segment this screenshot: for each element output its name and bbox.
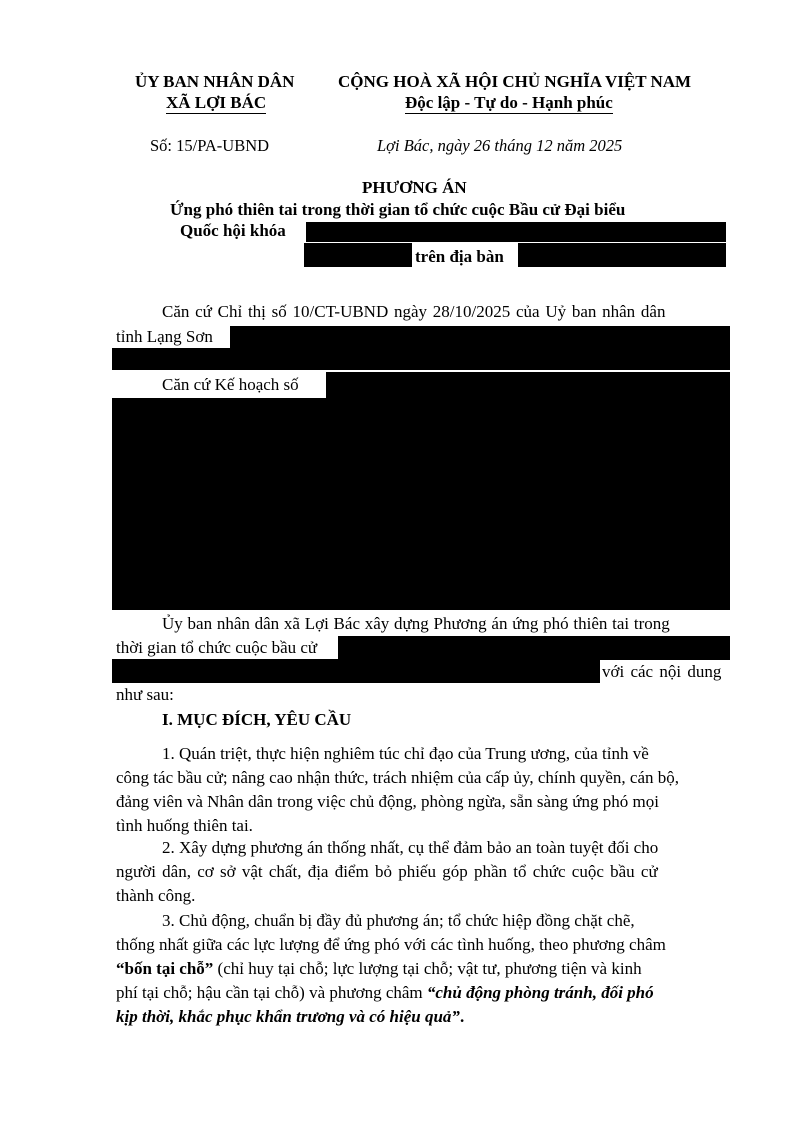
- redaction-block: [112, 398, 730, 610]
- purpose-item-2-line3: thành công.: [116, 886, 196, 905]
- redaction-block: [112, 348, 730, 370]
- four-on-site-detail: (chỉ huy tại chỗ; lực lượng tại chỗ; vật tư, phương tiện và kinh: [213, 959, 642, 978]
- purpose-item-3-line2: thống nhất giữa các lực lượng để ứng phó với các tình huống, theo phương châm: [116, 935, 666, 954]
- doc-type: PHƯƠNG ÁN: [362, 178, 467, 197]
- intro-paragraph-cont3: như sau:: [116, 685, 174, 704]
- purpose-item-1-line2: công tác bầu cử; nâng cao nhận thức, trách nhiệm của cấp ủy, chính quyền, cán bộ,: [116, 768, 680, 787]
- section-heading: I. MỤC ĐÍCH, YÊU CẦU: [162, 710, 352, 729]
- purpose-item-3-line3: [116, 957, 642, 981]
- proactive-motto-part2: kịp thời, khắc phục khẩn trương và có hiệu quả”: [116, 1007, 460, 1026]
- purpose-item-2-line2: người dân, cơ sở vật chất, địa điểm bỏ phiếu góp phần tổ chức cuộc bầu cử: [116, 862, 658, 881]
- basis-paragraph-1-cont: tỉnh Lạng Sơn: [116, 327, 213, 346]
- intro-paragraph-cont2: với các nội dung: [602, 662, 722, 681]
- national-motto: Độc lập - Tự do - Hạnh phúc: [405, 93, 613, 112]
- motto-intro: phí tại chỗ; hậu cần tại chỗ) và phương châm: [116, 983, 427, 1002]
- doc-number: Số: 15/PA-UBND: [150, 136, 270, 155]
- redaction-block: [230, 326, 730, 348]
- purpose-item-3-line5: [116, 1005, 464, 1029]
- doc-subject-line1: Ứng phó thiên tai trong thời gian tổ chức cuộc Bầu cử Đại biểu: [170, 200, 626, 219]
- doc-subject-line2: Quốc hội khóa: [180, 221, 286, 240]
- commune-name: XÃ LỢI BÁC: [166, 93, 267, 112]
- intro-paragraph-cont: thời gian tổ chức cuộc bầu cử: [116, 638, 318, 657]
- redaction-block: [306, 222, 726, 242]
- proactive-motto-part1: “chủ động phòng tránh, đối phó: [426, 983, 654, 1002]
- basis-paragraph-1: Căn cứ Chỉ thị số 10/CT-UBND ngày 28/10/2025 của Uỷ ban nhân dân: [162, 302, 666, 321]
- basis-paragraph-2: Căn cứ Kế hoạch số: [162, 375, 299, 394]
- redaction-block: [112, 659, 600, 683]
- purpose-item-2: 2. Xây dựng phương án thống nhất, cụ thể đảm bảo an toàn tuyệt đối cho: [162, 838, 659, 857]
- purpose-item-3: 3. Chủ động, chuẩn bị đầy đủ phương án; tổ chức hiệp đồng chặt chẽ,: [162, 911, 635, 930]
- agency-name: ỦY BAN NHÂN DÂN: [135, 72, 295, 91]
- purpose-item-1-line4: tình huống thiên tai.: [116, 816, 253, 835]
- four-on-site-motto: “bốn tại chỗ”: [116, 959, 214, 978]
- redaction-block: [338, 636, 730, 660]
- purpose-item-1-line3: đảng viên và Nhân dân trong việc chủ động, phòng ngừa, sẵn sàng ứng phó mọi: [116, 792, 659, 811]
- place-date: Lợi Bác, ngày 26 tháng 12 năm 2025: [377, 136, 623, 155]
- intro-paragraph: Ủy ban nhân dân xã Lợi Bác xây dựng Phương án ứng phó thiên tai trong: [162, 614, 670, 633]
- motto-end: .: [459, 1007, 465, 1026]
- purpose-item-3-line4: [116, 981, 654, 1005]
- doc-subject-line3: trên địa bàn: [415, 247, 504, 266]
- redaction-block: [304, 243, 412, 267]
- redaction-block: [518, 243, 726, 267]
- purpose-item-1: 1. Quán triệt, thực hiện nghiêm túc chỉ đạo của Trung ương, của tỉnh về: [162, 744, 649, 763]
- redaction-block: [326, 372, 730, 400]
- national-title: CỘNG HOÀ XÃ HỘI CHỦ NGHĨA VIỆT NAM: [338, 72, 692, 91]
